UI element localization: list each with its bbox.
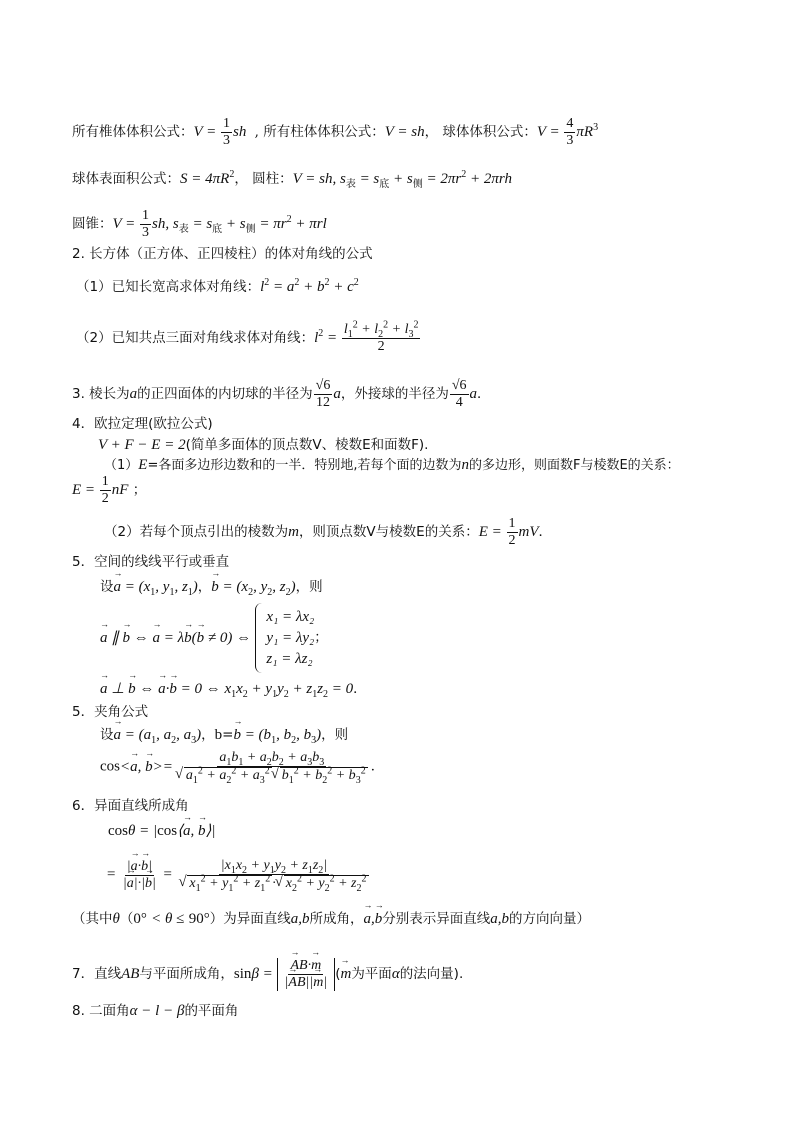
section-5a-title: 5．空间的线线平行或垂直: [72, 554, 230, 570]
section-6-line-1: cosθ = |cos⟨→ a, → b⟩|: [108, 824, 215, 839]
cone-volume-label: 所有椎体体积公式：: [72, 124, 194, 141]
section-6-note: （其中θ（0° < θ ≤ 90°）为异面直线a,b所成角，→ a,→ b分别表示异面直线a,b的方向向量）: [72, 912, 590, 927]
section-5b-line-1: 设→ $a = (a_1$, $a_2$, $a_3$)，$b=\to b = (b_1$, $b_2$, $b_3$)，则: [100, 728, 348, 743]
section-6-line-2: = $\frac{|\to a\cdot\to b|}{|\to a|\cdot|\to b|}$ = $|x_1x_2 + y_1y_2 + z_1z_2|$ √ $x_1^2 + y_1^2 + z_1^2$ ·√ $x_2^2 + y_2^2 + z_2^2$: [106, 858, 372, 892]
item-2-label: （2）已知共点三面对角线求体对角线：: [76, 330, 315, 347]
section-3-title: 3. 棱长为a的正四面体的内切球的半径为 $\frac{√6}{12}$ a，外接球的半径为 $\frac{√6}{4}$ a．: [72, 378, 491, 411]
section-4-line-3: E = $\frac{1}{2}$ nF ；: [72, 474, 147, 507]
section-5b-title: 5．夹角公式: [72, 704, 149, 720]
sphere-volume-label: 球体体积公式：: [442, 124, 537, 141]
section-7-line: 7．直线AB与平面所成角，sinβ = → $\frac{AB\cdot\to m}{|\to AB||\to m|}$ (→ m为平面α的法向量).: [72, 958, 463, 991]
section-5a-line-3: → a ⊥ → b ⇔ → a·→ b = 0 ⇔ $x_1x_2 + y_1y_2 + z_1z_2 = 0$．: [100, 682, 367, 697]
system-row-3: z₁ = λz₂: [266, 650, 313, 667]
sphere-area-label: 球体表面积公式：: [72, 171, 180, 187]
cone-line: 圆锥：V = $\frac{1}{3}$ sh, $s_表 = s_底 + s_侧 = \pi r^2 + \pi rl$: [72, 208, 327, 241]
section-4-line-4: （2）若每个顶点引出的棱数为m，则顶点数V与棱数E的关系：E = $\frac{1}{2}$ mV．: [104, 516, 552, 549]
section-4-line-1: V + F − E = 2(简单多面体的顶点数V、棱数E和面数F).: [98, 437, 429, 453]
section-2-item-1: （1）已知长宽高求体对角线：$l^2 = a^2 + b^2 + c^2$: [76, 277, 359, 295]
section-4-line-2: （1）E=各面多边形边数和的一半．特别地,若每个面的边数为n的多边形，则面数F与棱数E的关系：: [104, 457, 680, 473]
item-1-label: （1）已知长宽高求体对角线：: [76, 279, 261, 295]
system-row-1: x₁ = λx₂: [266, 608, 315, 625]
cylinder-label: 圆柱：: [252, 171, 293, 187]
section-6-title: 6．异面直线所成角: [72, 798, 189, 814]
system-row-2: y₁ = λy₂: [266, 629, 315, 646]
section-2-item-2: （2）已知共点三面对角线求体对角线：$l^2$ = $\frac{l_1^2 + l_2^2 + l_3^2}{2}$: [76, 319, 419, 355]
section-5a-line-2: → a ∥ → b ⇔ → a = λ→ b(→ b ≠ 0) ⇔ x₁ = λx₂ y₁ = λy₂ z₁ = λz₂ ；: [100, 603, 328, 673]
volume-formulas-line: 所有椎体体积公式：V = $\frac{1}{3}$ sh , 所有柱体体积公式：V = sh， 球体体积公式：V = $\frac{4}{3}$ $\pi R^3$: [72, 116, 599, 149]
parallel-system: [266, 610, 314, 667]
section-5a-line-1: 设→ $a = (x_1$, $y_1$, $z_1$)，→ $b = (x_2$, $y_2$, $z_2$)，则: [100, 580, 323, 595]
section-8-title: 8. 二面角α − l − β的平面角: [72, 1003, 239, 1019]
section-5b-line-2: cos<→ a, → b>= $a_1b_1 + a_2b_2 + a_3b_3$ √ $a_1^2 + a_2^2 + a_3^2√$ $b_1^2 + b_2^2 + b_3^2$ ．: [100, 750, 384, 784]
sphere-area-line: 球体表面积公式：$S = 4\pi R^2$， 圆柱：V = sh, $s_表 = s_底 + s_侧 = 2\pi r^2 + 2\pi rh$: [72, 169, 512, 190]
cylinder-volume-label: 所有柱体体积公式：: [263, 124, 385, 141]
system-end: ；: [314, 629, 328, 646]
section-4-title: 4．欧拉定理(欧拉公式): [72, 416, 213, 432]
section-2-title: 2. 长方体（正方体、正四棱柱）的体对角线的公式: [72, 246, 373, 262]
cone-label: 圆锥：: [72, 216, 113, 233]
